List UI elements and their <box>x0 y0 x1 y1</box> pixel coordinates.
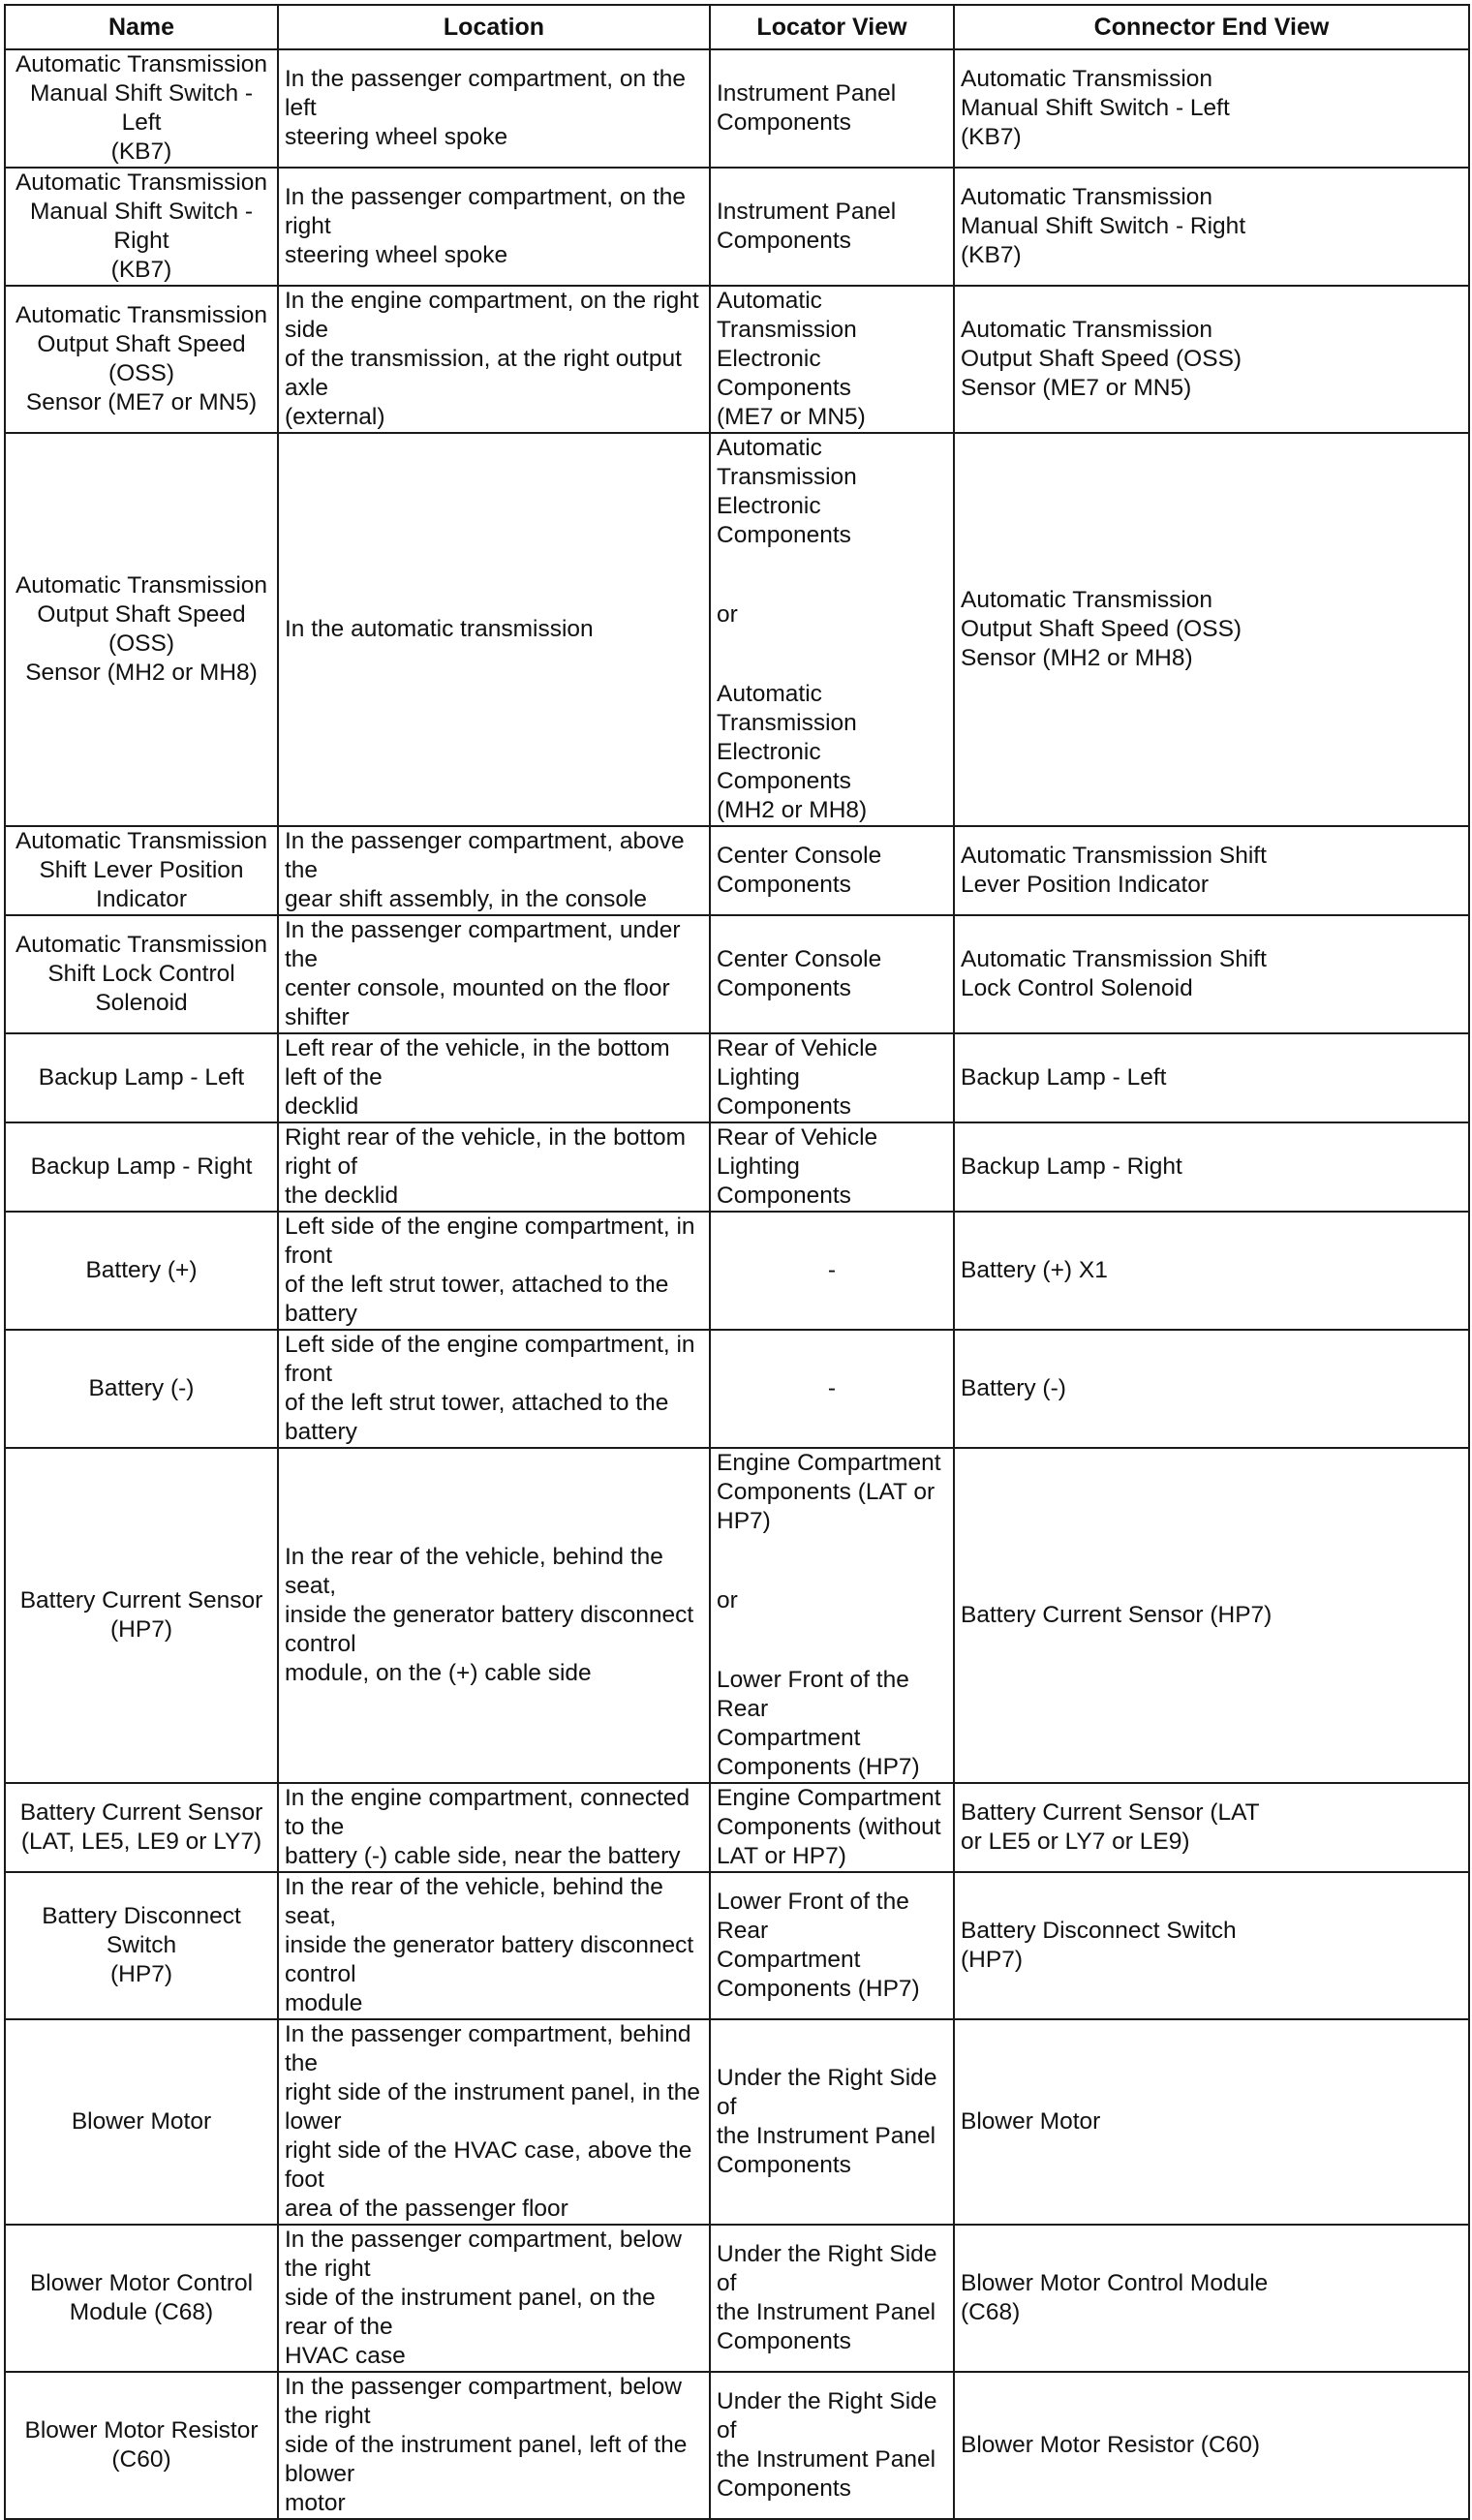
text-line: (KB7) <box>961 242 1022 268</box>
text-line: of the transmission, at the right output axle <box>285 346 682 401</box>
text-line: In the automatic transmission <box>285 616 594 642</box>
cell-locator-view <box>710 2225 954 2372</box>
cell-name <box>5 2019 278 2225</box>
text-line: battery (-) cable side, near the battery <box>285 1843 681 1869</box>
text-line: In the rear of the vehicle, behind the seat, <box>285 1874 663 1929</box>
cell-locator-view <box>710 1872 954 2019</box>
text-line: module <box>285 1990 363 2016</box>
text-line: HVAC case <box>285 2343 406 2369</box>
cell-name <box>5 49 278 168</box>
table-row <box>5 1033 1469 1122</box>
text-line: Battery (+) <box>85 1257 198 1283</box>
text-line: Backup Lamp - Left <box>38 1064 245 1091</box>
text-line: Compartment <box>717 1725 861 1751</box>
cell-location <box>278 915 710 1033</box>
text-line: Left side of the engine compartment, in front <box>285 1332 695 1387</box>
text-line: Right rear of the vehicle, in the bottom right of <box>285 1124 686 1180</box>
text-line: Center Console <box>717 843 882 869</box>
cell-connector-end-view <box>954 1033 1469 1122</box>
cell-name <box>5 433 278 826</box>
text-line: In the rear of the vehicle, behind the seat, <box>285 1544 663 1599</box>
cell-location <box>278 2225 710 2372</box>
text-line: (HP7) <box>110 1616 172 1643</box>
cell-name <box>5 1783 278 1872</box>
cell-location <box>278 2372 710 2519</box>
text-line: Rear of Vehicle Lighting <box>717 1124 878 1180</box>
text-line: decklid <box>285 1093 359 1120</box>
text-line: Automatic Transmission <box>717 435 857 490</box>
header-row <box>5 5 1469 49</box>
text-line: Automatic Transmission <box>961 317 1213 343</box>
text-line: Automatic Transmission <box>961 184 1213 210</box>
text-line: (external) <box>285 404 385 430</box>
spacer <box>717 630 947 655</box>
text-line: (KB7) <box>110 138 172 165</box>
cell-location <box>278 1122 710 1212</box>
cell-connector-end-view <box>954 826 1469 915</box>
text-line: Electronic Components <box>717 739 851 794</box>
cell-locator-view <box>710 915 954 1033</box>
spacer <box>717 1536 947 1561</box>
text-line: Automatic Transmission <box>961 587 1213 613</box>
text-line: In the passenger compartment, on the left <box>285 66 687 121</box>
cell-location <box>278 1448 710 1783</box>
text-line: Lower Front of the Rear <box>717 1667 909 1722</box>
text-line: Automatic Transmission <box>15 932 268 958</box>
text-line: (HP7) <box>110 1961 172 1987</box>
cell-location <box>278 1330 710 1448</box>
cell-locator-view <box>710 1448 954 1783</box>
cell-connector-end-view <box>954 1122 1469 1212</box>
text-line: (MH2 or MH8) <box>717 797 868 823</box>
text-line: Lower Front of the Rear <box>717 1889 909 1944</box>
cell-connector-end-view <box>954 1448 1469 1783</box>
text-line: of the left strut tower, attached to the battery <box>285 1390 669 1445</box>
text-line: Shift Lever Position Indicator <box>39 857 244 912</box>
text-line: (HP7) <box>961 1947 1023 1973</box>
table-row <box>5 168 1469 286</box>
text-line: Blower Motor Control <box>29 2270 254 2296</box>
text-line: Left side of the engine compartment, in front <box>285 1214 695 1269</box>
text-line: Under the Right Side of <box>717 2388 937 2443</box>
cell-locator-view <box>710 826 954 915</box>
text-line: Blower Motor Resistor (C60) <box>24 2417 259 2473</box>
text-line: - <box>827 1375 837 1401</box>
text-line: motor <box>285 2490 346 2516</box>
text-line: Shift Lock Control Solenoid <box>47 961 235 1016</box>
text-line: Battery (-) <box>961 1375 1066 1401</box>
text-line: Compartment <box>717 1947 861 1973</box>
text-line: Instrument Panel <box>717 199 897 225</box>
text-line: Manual Shift Switch - Right <box>29 199 254 254</box>
table-row <box>5 49 1469 168</box>
text-line: In the passenger compartment, behind the <box>285 2021 691 2076</box>
text-line: Battery Current Sensor <box>19 1587 263 1613</box>
text-line: Electronic Components <box>717 493 851 548</box>
text-line: Electronic Components <box>717 346 851 401</box>
cell-name <box>5 1122 278 1212</box>
table-row <box>5 2019 1469 2225</box>
text-line: Sensor (MH2 or MH8) <box>961 645 1193 671</box>
text-line: Battery Current Sensor <box>19 1799 263 1826</box>
text-line: Blower Motor <box>71 2108 212 2135</box>
text-line: Components <box>717 2475 851 2502</box>
text-line: Sensor (ME7 or MN5) <box>25 389 258 415</box>
cell-locator-view <box>710 49 954 168</box>
text-line: Backup Lamp - Left <box>961 1064 1167 1091</box>
text-line: or <box>717 601 738 628</box>
text-line: of the left strut tower, attached to the battery <box>285 1272 669 1327</box>
text-line: Lever Position Indicator <box>961 872 1210 898</box>
text-line: steering wheel spoke <box>285 242 508 268</box>
cell-connector-end-view <box>954 2372 1469 2519</box>
text-line: Components (LAT or <box>717 1479 935 1505</box>
text-line: Output Shaft Speed (OSS) <box>961 346 1242 372</box>
text-line: center console, mounted on the floor shifter <box>285 975 670 1030</box>
text-line: Sensor (MH2 or MH8) <box>25 660 258 686</box>
cell-connector-end-view <box>954 1872 1469 2019</box>
table-row <box>5 826 1469 915</box>
cell-location <box>278 2019 710 2225</box>
text-line: (KB7) <box>961 124 1022 150</box>
header-locator-view: Locator View <box>710 5 954 49</box>
text-line: Components <box>717 2328 851 2354</box>
cell-name <box>5 168 278 286</box>
text-line: Backup Lamp - Right <box>30 1153 253 1180</box>
cell-name <box>5 1448 278 1783</box>
text-line: Rear of Vehicle Lighting <box>717 1035 878 1091</box>
spacer <box>717 550 947 575</box>
text-line: In the engine compartment, on the right side <box>285 288 699 343</box>
cell-connector-end-view <box>954 915 1469 1033</box>
spacer <box>717 655 947 680</box>
text-line: side of the instrument panel, left of the blower <box>285 2432 688 2487</box>
text-line: Automatic Transmission Shift <box>961 843 1267 869</box>
cell-location <box>278 433 710 826</box>
cell-name <box>5 1330 278 1448</box>
text-line: Automatic Transmission <box>15 302 268 328</box>
text-line: HP7) <box>717 1508 771 1534</box>
table-row <box>5 1122 1469 1212</box>
text-line: (C68) <box>961 2299 1021 2325</box>
text-line: Battery (+) X1 <box>961 1257 1108 1283</box>
text-line: side of the instrument panel, on the rear of the <box>285 2285 656 2340</box>
text-line: Components <box>717 975 851 1001</box>
cell-connector-end-view <box>954 2019 1469 2225</box>
text-line: Battery Current Sensor (LAT <box>961 1799 1260 1826</box>
table-row <box>5 433 1469 826</box>
text-line: gear shift assembly, in the console <box>285 886 648 912</box>
header-name: Name <box>5 5 278 49</box>
text-line: Instrument Panel <box>717 80 897 107</box>
spacer <box>717 1561 947 1586</box>
header-location: Location <box>278 5 710 49</box>
cell-location <box>278 168 710 286</box>
cell-locator-view <box>710 2372 954 2519</box>
cell-name <box>5 1033 278 1122</box>
text-line: Center Console <box>717 946 882 972</box>
text-line: Manual Shift Switch - Left <box>29 80 254 136</box>
text-line: inside the generator battery disconnect control <box>285 1932 694 1987</box>
text-line: Components <box>717 2152 851 2178</box>
cell-connector-end-view <box>954 1783 1469 1872</box>
cell-locator-view <box>710 1330 954 1448</box>
text-line: module, on the (+) cable side <box>285 1660 592 1686</box>
text-line: In the passenger compartment, under the <box>285 917 681 972</box>
text-line: Output Shaft Speed (OSS) <box>37 601 246 657</box>
text-line: Components <box>717 872 851 898</box>
text-line: or LE5 or LY7 or LE9) <box>961 1829 1190 1855</box>
text-line: In the passenger compartment, below the right <box>285 2227 682 2282</box>
text-line: Battery (-) <box>88 1375 195 1401</box>
text-line: Blower Motor Control Module <box>961 2270 1269 2296</box>
text-line: Output Shaft Speed (OSS) <box>961 616 1242 642</box>
text-line: Manual Shift Switch - Right <box>961 213 1246 239</box>
text-line: (ME7 or MN5) <box>717 404 866 430</box>
table-row <box>5 915 1469 1033</box>
table-row <box>5 1448 1469 1783</box>
table-row <box>5 286 1469 433</box>
spacer <box>717 575 947 600</box>
cell-location <box>278 286 710 433</box>
text-line: In the passenger compartment, above the <box>285 828 685 883</box>
cell-connector-end-view <box>954 433 1469 826</box>
text-line: Automatic Transmission <box>717 288 857 343</box>
cell-name <box>5 286 278 433</box>
text-line: steering wheel spoke <box>285 124 508 150</box>
text-line: Components <box>717 228 851 254</box>
text-line: Components <box>717 1183 851 1209</box>
cell-locator-view <box>710 433 954 826</box>
text-line: LAT or HP7) <box>717 1843 846 1869</box>
text-line: Components (HP7) <box>717 1976 920 2002</box>
text-line: Engine Compartment <box>717 1450 941 1476</box>
header-connector-end-view: Connector End View <box>954 5 1469 49</box>
spacer <box>717 1615 947 1641</box>
text-line: Engine Compartment <box>717 1785 941 1811</box>
text-line: area of the passenger floor <box>285 2196 568 2222</box>
text-line: the Instrument Panel <box>717 2299 936 2325</box>
cell-name <box>5 915 278 1033</box>
cell-locator-view <box>710 2019 954 2225</box>
cell-connector-end-view <box>954 168 1469 286</box>
text-line: Module (C68) <box>69 2299 214 2325</box>
text-line: Backup Lamp - Right <box>961 1153 1182 1180</box>
text-line: Under the Right Side of <box>717 2241 937 2296</box>
cell-locator-view <box>710 1122 954 1212</box>
table-row <box>5 1872 1469 2019</box>
table-row <box>5 1330 1469 1448</box>
cell-location <box>278 1783 710 1872</box>
text-line: Automatic Transmission <box>961 66 1213 92</box>
text-line: right side of the instrument panel, in the lower <box>285 2079 701 2135</box>
cell-locator-view <box>710 1212 954 1330</box>
text-line: Components (HP7) <box>717 1754 920 1780</box>
text-line: Battery Disconnect Switch <box>42 1903 241 1958</box>
text-line: inside the generator battery disconnect control <box>285 1602 694 1657</box>
cell-name <box>5 1872 278 2019</box>
cell-locator-view <box>710 286 954 433</box>
table-row <box>5 2225 1469 2372</box>
cell-connector-end-view <box>954 1212 1469 1330</box>
cell-connector-end-view <box>954 286 1469 433</box>
text-line: Under the Right Side of <box>717 2065 937 2120</box>
text-line: In the engine compartment, connected to the <box>285 1785 690 1840</box>
text-line: Automatic Transmission <box>15 572 268 599</box>
text-line: the Instrument Panel <box>717 2446 936 2473</box>
text-line: Components (without <box>717 1814 941 1840</box>
cell-locator-view <box>710 1033 954 1122</box>
cell-location <box>278 826 710 915</box>
component-locator-table <box>4 4 1470 2520</box>
text-line: In the passenger compartment, on the right <box>285 184 687 239</box>
text-line: Blower Motor <box>961 2108 1101 2135</box>
cell-locator-view <box>710 1783 954 1872</box>
cell-name <box>5 1212 278 1330</box>
text-line: or <box>717 1587 738 1613</box>
cell-location <box>278 1872 710 2019</box>
text-line: Automatic Transmission Shift <box>961 946 1267 972</box>
text-line: right side of the HVAC case, above the foot <box>285 2137 692 2193</box>
text-line: (LAT, LE5, LE9 or LY7) <box>20 1829 262 1855</box>
text-line: Output Shaft Speed (OSS) <box>37 331 246 386</box>
text-line: Automatic Transmission <box>15 828 268 854</box>
text-line: Automatic Transmission <box>15 51 268 77</box>
text-line: Lock Control Solenoid <box>961 975 1193 1001</box>
text-line: Battery Disconnect Switch <box>961 1918 1237 1944</box>
table-row <box>5 2372 1469 2519</box>
table-row <box>5 1783 1469 1872</box>
text-line: In the passenger compartment, below the right <box>285 2374 682 2429</box>
text-line: Left rear of the vehicle, in the bottom left of the <box>285 1035 670 1091</box>
text-line: the decklid <box>285 1183 399 1209</box>
text-line: Battery Current Sensor (HP7) <box>961 1602 1273 1628</box>
text-line: Blower Motor Resistor (C60) <box>961 2432 1261 2458</box>
cell-connector-end-view <box>954 1330 1469 1448</box>
text-line: (KB7) <box>110 257 172 283</box>
cell-location <box>278 1212 710 1330</box>
text-line: Manual Shift Switch - Left <box>961 95 1230 121</box>
cell-name <box>5 2225 278 2372</box>
table-body <box>5 49 1469 2519</box>
cell-name <box>5 826 278 915</box>
text-line: Automatic Transmission <box>717 681 857 736</box>
text-line: Components <box>717 109 851 136</box>
text-line: the Instrument Panel <box>717 2123 936 2149</box>
cell-locator-view <box>710 168 954 286</box>
cell-name <box>5 2372 278 2519</box>
text-line: Automatic Transmission <box>15 169 268 196</box>
spacer <box>717 1641 947 1666</box>
cell-connector-end-view <box>954 49 1469 168</box>
text-line: Sensor (ME7 or MN5) <box>961 375 1192 401</box>
text-line: Components <box>717 1093 851 1120</box>
table-row <box>5 1212 1469 1330</box>
cell-location <box>278 1033 710 1122</box>
cell-location <box>278 49 710 168</box>
cell-connector-end-view <box>954 2225 1469 2372</box>
text-line: - <box>827 1257 837 1283</box>
